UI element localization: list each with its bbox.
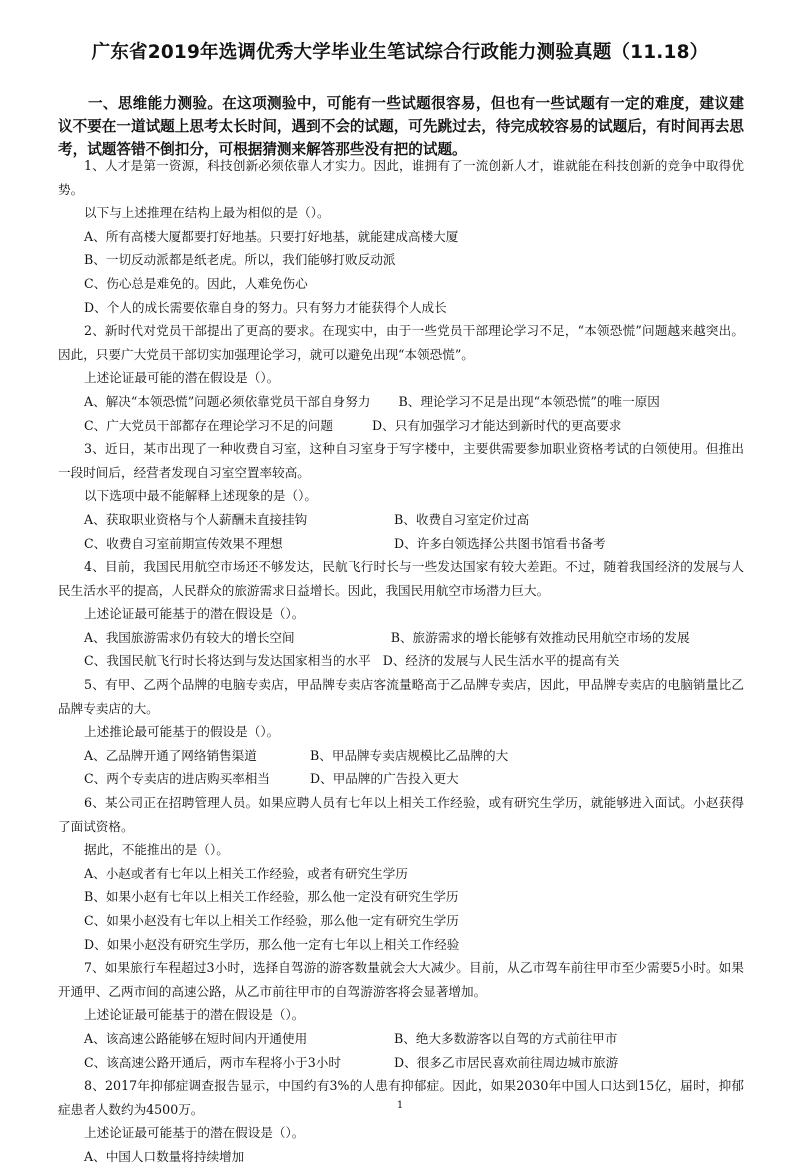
question-5-option-b: B、甲品牌专卖店规模比乙品牌的大 xyxy=(310,747,509,763)
question-3-options-ab xyxy=(58,508,744,532)
question-2-stem: 2、新时代对党员干部提出了更高的要求。在现实中，由于一些党员干部理论学习不足，“本领恐慌”问题越来越突出。因此，只要广大党员干部切实加强理论学习，就可以避免出现“本领恐慌”。 xyxy=(58,323,744,362)
question-2-prompt: 上述论证最可能的潜在假设是（）。 xyxy=(84,370,280,386)
question-3-option-c: C、收费自习室前期宣传效果不理想 xyxy=(84,535,283,551)
question-3-stem: 3、近日，某市出现了一种收费自习室，这种自习室身于写字楼中，主要供需要参加职业资格考试的白领使用。但推出一段时间后，经营者发现自习室空置率较高。 xyxy=(58,441,744,480)
question-1-option-b: B、一切反动派都是纸老虎。所以，我们能够打败反动派 xyxy=(84,252,396,268)
question-5-prompt: 上述推论最可能基于的假设是（）。 xyxy=(84,724,280,740)
question-2-option-b: B、理论学习不足是出现“本领恐慌”的唯一原因 xyxy=(398,393,660,409)
question-7-option-b: B、绝大多数游客以自驾的方式前往甲市 xyxy=(394,1030,618,1046)
section-heading: 一、思维能力测验。在这项测验中，可能有一些试题很容易，但也有一些试题有一定的难度，建议建议不要在一道试题上思考太长时间，遇到不会的试题，可先跳过去，待完成较容易的试题后，有时间再去思考，试题答错不倒扣分，可根据猜测来解答那些没有把的试题。 xyxy=(58,95,744,158)
question-4-option-c: C、我国民航飞行时长将达到与发达国家相当的水平 xyxy=(84,653,371,669)
question-1-prompt: 以下与上述推理在结构上最为相似的是（）。 xyxy=(84,205,330,221)
question-4-option-d: D、经济的发展与人民生活水平的提高有关 xyxy=(382,653,620,669)
question-3-options-cd xyxy=(58,532,744,556)
question-2-option-a: A、解决“本领恐慌”问题必须依靠党员干部自身努力 xyxy=(84,393,371,409)
question-2-option-d: D、只有加强学习才能达到新时代的更高要求 xyxy=(372,417,622,433)
question-4-stem: 4、目前，我国民用航空市场还不够发达，民航飞行时长与一些发达国家有较大差距。不过，随着我国经济的发展与人民生活水平的提高，人民群众的旅游需求日益增长。因此，我国民用航空市场潜力巨大。 xyxy=(58,559,744,598)
question-8-stem: 8、2017年抑郁症调查报告显示，中国约有3%的人患有抑郁症。因此，如果2030年中国人口达到15亿，届时，抑郁症患者人数约为4500万。 xyxy=(58,1078,744,1117)
question-2-option-c: C、广大党员干部都存在理论学习不足的问题 xyxy=(84,417,333,433)
question-3-prompt: 以下选项中最不能解释上述现象的是（）。 xyxy=(84,488,317,504)
question-6-option-b: B、如果小赵有七年以上相关工作经验，那么他一定没有研究生学历 xyxy=(84,889,459,905)
page-number: 1 xyxy=(396,1100,404,1111)
question-7-stem: 7、如果旅行车程超过3小时，选择自驾游的游客数量就会大大减少。目前，从乙市驾车前往甲市至少需要5小时。如果开通甲、乙两市间的高速公路，从乙市前往甲市的自驾游游客将会显著增加。 xyxy=(58,960,744,999)
question-6-option-a: A、小赵或者有七年以上相关工作经验，或者有研究生学历 xyxy=(84,865,408,881)
question-4-option-b: B、旅游需求的增长能够有效推动民用航空市场的发展 xyxy=(390,629,690,645)
question-3-option-b: B、收费自习室定价过高 xyxy=(394,511,530,527)
question-2-options-cd xyxy=(58,414,744,438)
question-7-option-c: C、该高速公路开通后，两市车程将小于3小时 xyxy=(84,1054,341,1070)
question-5-option-a: A、乙品牌开通了网络销售渠道 xyxy=(84,747,257,763)
question-6-stem: 6、某公司正在招聘管理人员。如果应聘人员有七年以上相关工作经验，或有研究生学历，就能够进入面试。小赵获得了面试资格。 xyxy=(58,795,744,834)
question-7-prompt: 上述论证最可能基于的潜在假设是（）。 xyxy=(84,1007,305,1023)
question-3-option-d: D、许多白领选择公共图书馆看书备考 xyxy=(394,535,606,551)
question-list xyxy=(58,154,744,1169)
question-5-options-ab xyxy=(58,744,744,768)
question-2-options-ab xyxy=(58,390,744,414)
question-7-options-ab xyxy=(58,1027,744,1051)
question-6-prompt: 据此，不能推出的是（）。 xyxy=(84,842,229,858)
question-8-option-a: A、中国人口数量将持续增加 xyxy=(84,1148,245,1164)
page-title: 广东省2019年选调优秀大学毕业生笔试综合行政能力测验真题（11.18） xyxy=(91,42,709,63)
question-1-option-a: A、所有高楼大厦都要打好地基。只要打好地基，就能建成高楼大厦 xyxy=(84,228,459,244)
question-7-option-d: D、很多乙市居民喜欢前往周边城市旅游 xyxy=(394,1054,619,1070)
question-1-option-c: C、伤心总是难免的。因此，人难免伤心 xyxy=(84,275,308,291)
question-4-option-a: A、我国旅游需求仍有较大的增长空间 xyxy=(84,629,295,645)
question-4-options-cd xyxy=(58,649,744,673)
question-4-prompt: 上述论证最可能基于的潜在假设是（）。 xyxy=(84,606,305,622)
question-6-option-c: C、如果小赵没有七年以上相关工作经验，那么他一定有研究生学历 xyxy=(84,913,459,928)
question-6-option-d: D、如果小赵没有研究生学历，那么他一定有七年以上相关工作经验 xyxy=(84,936,460,952)
question-7-option-a: A、该高速公路能够在短时间内开通使用 xyxy=(84,1030,308,1046)
question-5-options-cd xyxy=(58,767,744,791)
question-4-options-ab xyxy=(58,626,744,650)
question-1-stem: 1、人才是第一资源，科技创新必须依靠人才实力。因此，谁拥有了一流创新人才，谁就能在科技创新的竞争中取得优势。 xyxy=(58,158,744,197)
question-1-option-d: D、个人的成长需要依靠自身的努力。只有努力才能获得个人成长 xyxy=(84,299,447,315)
question-8-prompt: 上述论证最可能基于的潜在假设是（）。 xyxy=(84,1125,305,1141)
question-3-option-a: A、获取职业资格与个人薪酬未直接挂钩 xyxy=(84,511,308,527)
question-5-stem: 5、有甲、乙两个品牌的电脑专卖店，甲品牌专卖店客流量略高于乙品牌专卖店，因此，甲品牌专卖店的电脑销量比乙品牌专卖店的大。 xyxy=(58,677,744,716)
question-7-options-cd xyxy=(58,1051,744,1075)
question-5-option-c: C、两个专卖店的进店购买率相当 xyxy=(84,771,270,787)
question-5-option-d: D、甲品牌的广告投入更大 xyxy=(310,771,459,787)
